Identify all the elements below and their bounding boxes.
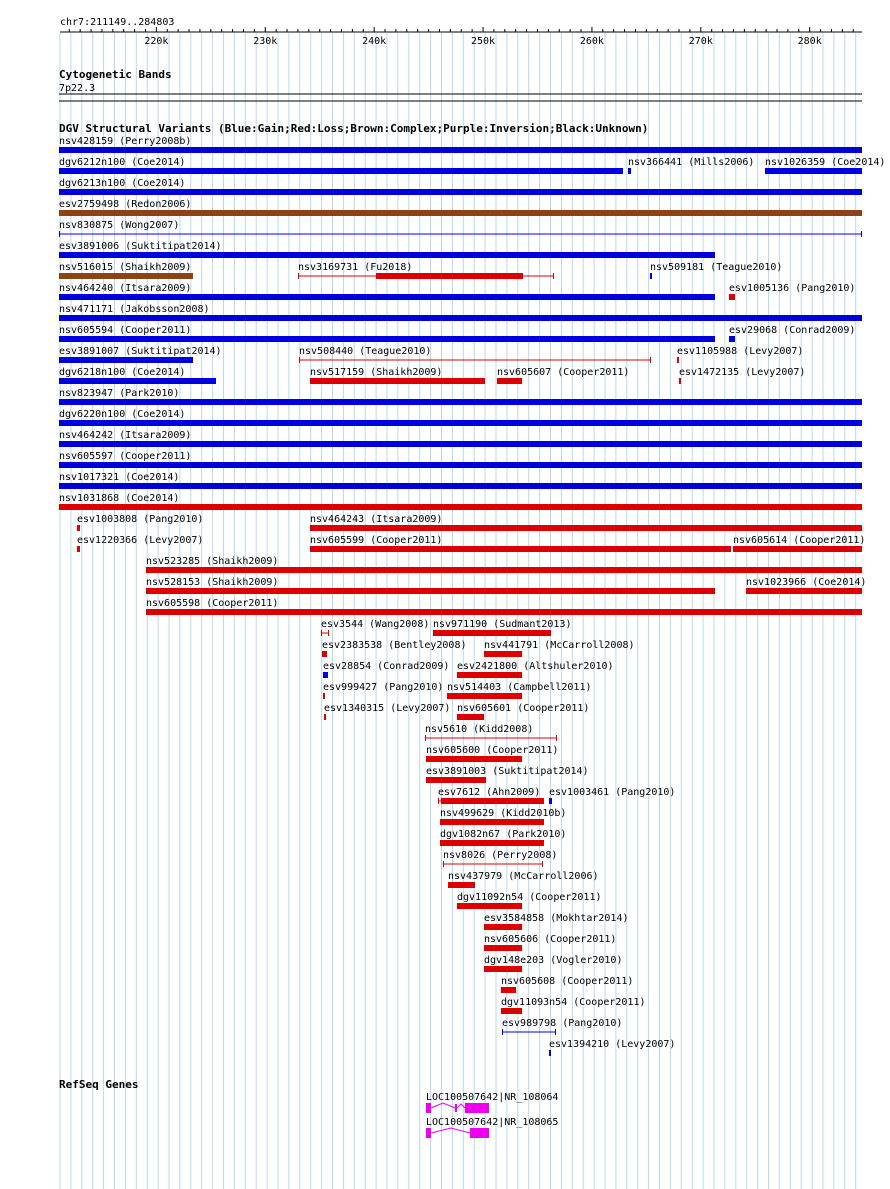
sv-item[interactable] xyxy=(443,850,557,867)
sv-bar[interactable] xyxy=(59,252,715,258)
sv-item[interactable] xyxy=(457,661,614,678)
sv-item[interactable] xyxy=(679,367,805,384)
sv-label: nsv514403 (Campbell2011) xyxy=(447,682,592,693)
sv-label: nsv605607 (Cooper2011) xyxy=(497,367,630,378)
position-label: chr7:211149..284803 xyxy=(60,17,175,28)
sv-label: nsv1023966 (Coe2014) xyxy=(746,577,867,588)
sv-bar[interactable] xyxy=(677,357,679,363)
sv-label: nsv605614 (Cooper2011) xyxy=(733,535,866,546)
sv-label: nsv441791 (McCarroll2008) xyxy=(484,640,635,651)
sv-bar[interactable] xyxy=(59,462,862,468)
sv-label: nsv8026 (Perry2008) xyxy=(443,850,558,861)
sv-label: nsv830875 (Wong2007) xyxy=(59,220,180,231)
gene-model[interactable] xyxy=(426,1128,489,1138)
sv-item[interactable] xyxy=(59,367,216,384)
refseq-track-title: RefSeq Genes xyxy=(59,1078,139,1091)
sv-bar[interactable] xyxy=(310,378,485,384)
sv-bar[interactable] xyxy=(549,1050,551,1056)
sv-bar[interactable] xyxy=(59,147,862,153)
sv-item[interactable] xyxy=(729,283,855,300)
sv-item[interactable] xyxy=(59,199,862,216)
sv-item[interactable] xyxy=(733,535,865,552)
sv-bar[interactable] xyxy=(433,630,551,636)
ruler-tick-label: 220k xyxy=(144,36,169,47)
sv-bar[interactable] xyxy=(440,819,544,825)
sv-label: esv2421800 (Altshuler2010) xyxy=(457,661,614,672)
sv-bar[interactable] xyxy=(457,672,522,678)
sv-item[interactable] xyxy=(59,346,222,363)
sv-label: nsv464240 (Itsara2009) xyxy=(59,283,192,294)
sv-item[interactable] xyxy=(484,913,629,930)
sv-bar[interactable] xyxy=(729,294,735,300)
sv-label: dgv6220n100 (Coe2014) xyxy=(59,409,186,420)
sv-item[interactable] xyxy=(501,976,633,993)
sv-bar[interactable] xyxy=(484,945,522,951)
sv-label: nsv605600 (Cooper2011) xyxy=(426,745,559,756)
sv-bar[interactable] xyxy=(146,588,715,594)
sv-label: nsv517159 (Shaikh2009) xyxy=(310,367,443,378)
sv-item[interactable] xyxy=(59,157,623,174)
sv-bar[interactable] xyxy=(484,966,522,972)
sv-item[interactable] xyxy=(321,619,429,636)
sv-bar[interactable] xyxy=(77,525,80,531)
sv-label: esv3891006 (Suktitipat2014) xyxy=(59,241,222,252)
dgv-track-title: DGV Structural Variants (Blue:Gain;Red:Loss;Brown:Complex;Purple:Inversion;Black:Unknown) xyxy=(59,122,649,135)
ruler-tick-label: 270k xyxy=(688,36,713,47)
sv-item[interactable] xyxy=(59,262,193,279)
sv-label: nsv605594 (Cooper2011) xyxy=(59,325,192,336)
sv-item[interactable] xyxy=(146,598,862,615)
sv-label: esv1220366 (Levy2007) xyxy=(77,535,204,546)
sv-label: nsv971190 (Sudmant2013) xyxy=(433,619,572,630)
sv-label: nsv605601 (Cooper2011) xyxy=(457,703,590,714)
sv-label: nsv1017321 (Coe2014) xyxy=(59,472,180,483)
sv-item[interactable] xyxy=(310,367,485,384)
sv-bar[interactable] xyxy=(497,378,522,384)
sv-label: nsv528153 (Shaikh2009) xyxy=(146,577,279,588)
sv-label: esv1005136 (Pang2010) xyxy=(729,283,856,294)
sv-bar[interactable] xyxy=(59,168,623,174)
sv-bar[interactable] xyxy=(501,1008,522,1014)
sv-label: nsv523285 (Shaikh2009) xyxy=(146,556,279,567)
sv-label: nsv516015 (Shaikh2009) xyxy=(59,262,192,273)
sv-bar[interactable] xyxy=(324,714,326,720)
sv-bar[interactable] xyxy=(448,882,475,888)
sv-label: nsv605597 (Cooper2011) xyxy=(59,451,192,462)
sv-bar[interactable] xyxy=(323,672,328,678)
sv-label: esv989798 (Pang2010) xyxy=(502,1018,623,1029)
sv-bar[interactable] xyxy=(484,651,522,657)
sv-label: esv2383538 (Bentley2008) xyxy=(322,640,467,651)
dgv-track[interactable] xyxy=(59,136,885,1056)
sv-label: nsv1031868 (Coe2014) xyxy=(59,493,180,504)
sv-item[interactable] xyxy=(650,262,782,279)
sv-item[interactable] xyxy=(549,787,675,804)
sv-label: esv1340315 (Levy2007) xyxy=(324,703,451,714)
sv-label: nsv3169731 (Fu2018) xyxy=(298,262,413,273)
sv-item[interactable] xyxy=(501,997,646,1014)
sv-bar[interactable] xyxy=(59,294,715,300)
sv-label: nsv823947 (Park2010) xyxy=(59,388,180,399)
sv-item[interactable] xyxy=(457,703,589,720)
sv-item[interactable] xyxy=(746,577,866,594)
sv-bar[interactable] xyxy=(426,756,522,762)
sv-label: esv7612 (Ahn2009) xyxy=(438,787,541,798)
sv-bar[interactable] xyxy=(746,588,862,594)
sv-label: esv29068 (Conrad2009) xyxy=(729,325,856,336)
sv-label: dgv11093n54 (Cooper2011) xyxy=(501,997,646,1008)
sv-item[interactable] xyxy=(729,325,855,342)
sv-label: esv3891003 (Suktitipat2014) xyxy=(426,766,589,777)
sv-bar[interactable] xyxy=(501,987,516,993)
sv-bar[interactable] xyxy=(59,399,862,405)
sv-label: esv1472135 (Levy2007) xyxy=(679,367,806,378)
sv-bar[interactable] xyxy=(323,693,325,699)
sv-item[interactable] xyxy=(323,682,443,699)
sv-item[interactable] xyxy=(484,640,635,657)
sv-item[interactable] xyxy=(299,346,651,363)
sv-label: dgv6213n100 (Coe2014) xyxy=(59,178,186,189)
sv-bar[interactable] xyxy=(310,525,862,531)
sv-label: nsv605606 (Cooper2011) xyxy=(484,934,617,945)
sv-label: nsv509181 (Teague2010) xyxy=(650,262,783,273)
ruler-tick-label: 280k xyxy=(797,36,822,47)
sv-item[interactable] xyxy=(484,955,622,972)
sv-item[interactable] xyxy=(77,535,203,552)
sv-item[interactable] xyxy=(59,409,862,426)
sv-bar[interactable] xyxy=(59,315,862,321)
sv-label: esv1105988 (Levy2007) xyxy=(677,346,804,357)
sv-item[interactable] xyxy=(549,1039,675,1056)
sv-bar[interactable] xyxy=(59,441,862,447)
ruler-tick-label: 240k xyxy=(362,36,387,47)
sv-bar[interactable] xyxy=(59,483,862,489)
sv-label: nsv464243 (Itsara2009) xyxy=(310,514,443,525)
sv-bar[interactable] xyxy=(376,273,523,279)
sv-item[interactable] xyxy=(426,745,558,762)
sv-label: nsv605599 (Cooper2011) xyxy=(310,535,443,546)
sv-item[interactable] xyxy=(77,514,203,531)
cytoband-track-title: Cytogenetic Bands xyxy=(59,68,172,81)
sv-item[interactable] xyxy=(59,178,862,195)
sv-label: dgv6212n100 (Coe2014) xyxy=(59,157,186,168)
sv-item[interactable] xyxy=(677,346,803,363)
sv-bar[interactable] xyxy=(679,378,681,384)
sv-item[interactable] xyxy=(440,808,566,825)
sv-label: nsv366441 (Mills2006) xyxy=(628,157,755,168)
sv-item[interactable] xyxy=(457,892,602,909)
ruler-tick-label: 230k xyxy=(253,36,278,47)
sv-bar[interactable] xyxy=(146,567,862,573)
sv-item[interactable] xyxy=(765,157,885,174)
sv-label: nsv437979 (McCarroll2006) xyxy=(448,871,599,882)
sv-label: dgv148e203 (Vogler2010) xyxy=(484,955,623,966)
sv-bar[interactable] xyxy=(440,840,544,846)
sv-item[interactable] xyxy=(298,262,554,279)
sv-item[interactable] xyxy=(440,829,566,846)
sv-bar[interactable] xyxy=(59,504,862,510)
ruler-tick-label: 250k xyxy=(470,36,496,47)
refseq-track[interactable] xyxy=(426,1092,558,1138)
sv-bar[interactable] xyxy=(77,546,80,552)
gene-label: LOC100507642|NR_108065 xyxy=(426,1117,559,1128)
ruler-tick-label: 260k xyxy=(579,36,604,47)
sv-bar[interactable] xyxy=(447,693,522,699)
gene-model[interactable] xyxy=(426,1103,489,1113)
sv-item[interactable] xyxy=(502,1018,622,1035)
sv-item[interactable] xyxy=(447,682,592,699)
sv-label: nsv5610 (Kidd2008) xyxy=(425,724,534,735)
sv-label: esv3544 (Wang2008) xyxy=(321,619,430,630)
sv-bar[interactable] xyxy=(729,336,735,342)
sv-bar[interactable] xyxy=(441,798,544,804)
sv-item[interactable] xyxy=(438,787,544,804)
sv-bar[interactable] xyxy=(59,336,715,342)
sv-item[interactable] xyxy=(310,535,731,552)
sv-item[interactable] xyxy=(497,367,629,384)
sv-bar[interactable] xyxy=(59,273,193,279)
sv-label: esv1003461 (Pang2010) xyxy=(549,787,676,798)
sv-bar[interactable] xyxy=(733,546,862,552)
sv-label: nsv471171 (Jakobsson2008) xyxy=(59,304,210,315)
sv-bar[interactable] xyxy=(765,168,862,174)
sv-bar[interactable] xyxy=(457,903,522,909)
sv-item[interactable] xyxy=(425,724,557,741)
sv-label: dgv6218n100 (Coe2014) xyxy=(59,367,186,378)
sv-bar[interactable] xyxy=(484,924,522,930)
sv-bar[interactable] xyxy=(549,798,552,804)
sv-label: dgv11092n54 (Cooper2011) xyxy=(457,892,602,903)
sv-bar[interactable] xyxy=(59,357,193,363)
sv-bar[interactable] xyxy=(426,777,486,783)
cytoband-label: 7p22.3 xyxy=(59,83,96,94)
sv-label: nsv464242 (Itsara2009) xyxy=(59,430,192,441)
sv-label: nsv605598 (Cooper2011) xyxy=(146,598,279,609)
sv-bar[interactable] xyxy=(628,168,631,174)
sv-label: nsv605608 (Cooper2011) xyxy=(501,976,634,987)
sv-label: esv3891007 (Suktitipat2014) xyxy=(59,346,222,357)
sv-item[interactable] xyxy=(59,430,862,447)
sv-item[interactable] xyxy=(59,451,862,468)
sv-label: esv1394210 (Levy2007) xyxy=(549,1039,676,1050)
sv-label: esv28854 (Conrad2009) xyxy=(323,661,450,672)
sv-item[interactable] xyxy=(433,619,571,636)
sv-label: nsv1026359 (Coe2014) xyxy=(765,157,886,168)
sv-item[interactable] xyxy=(59,304,862,321)
sv-label: esv3584858 (Mokhtar2014) xyxy=(484,913,629,924)
sv-label: esv1003808 (Pang2010) xyxy=(77,514,204,525)
sv-bar[interactable] xyxy=(457,714,484,720)
sv-bar[interactable] xyxy=(59,378,216,384)
sv-bar[interactable] xyxy=(310,546,731,552)
sv-label: dgv1082n67 (Park2010) xyxy=(440,829,567,840)
sv-label: esv999427 (Pang2010) xyxy=(323,682,444,693)
sv-bar[interactable] xyxy=(59,189,862,195)
sv-bar[interactable] xyxy=(146,609,862,615)
gene-label: LOC100507642|NR_108064 xyxy=(426,1092,559,1103)
sv-bar[interactable] xyxy=(322,651,327,657)
sv-item[interactable] xyxy=(59,136,862,153)
sv-bar[interactable] xyxy=(59,420,862,426)
sv-label: nsv508440 (Teague2010) xyxy=(299,346,432,357)
sv-item[interactable] xyxy=(146,556,862,573)
sv-label: esv2759498 (Redon2006) xyxy=(59,199,192,210)
sv-bar[interactable] xyxy=(59,210,862,216)
sv-label: nsv499629 (Kidd2010b) xyxy=(440,808,567,819)
sv-item[interactable] xyxy=(448,871,599,888)
sv-label: nsv428159 (Perry2008b) xyxy=(59,136,192,147)
sv-bar[interactable] xyxy=(650,273,652,279)
